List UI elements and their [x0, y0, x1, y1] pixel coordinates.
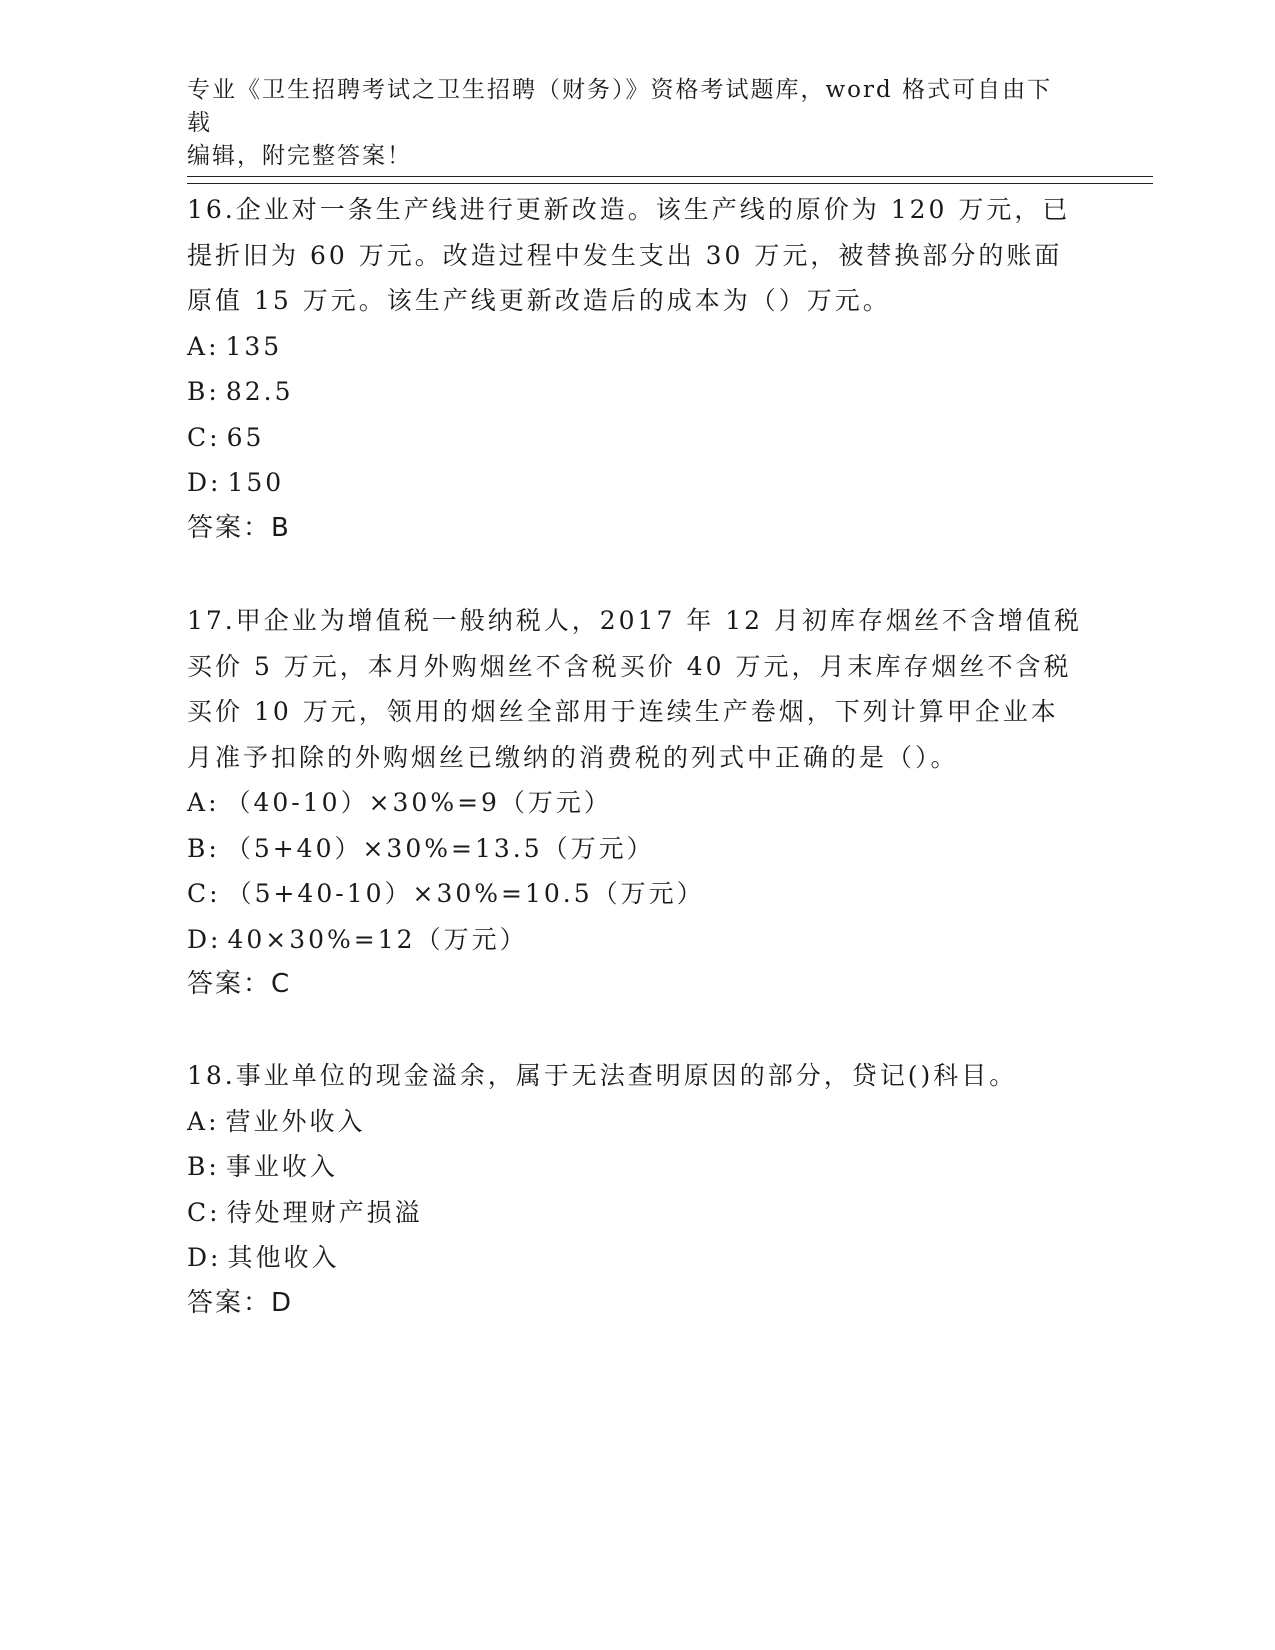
answer-value: D: [271, 1287, 294, 1318]
option-text: 65: [226, 422, 265, 452]
option-key: B: [187, 833, 209, 863]
option-key: A: [187, 1106, 209, 1136]
option-text: 150: [227, 468, 285, 497]
option-separator: :: [208, 833, 220, 863]
question-stem-line: 月准予扣除的外购烟丝已缴纳的消费税的列式中正确的是（）。: [187, 742, 959, 772]
option-d: [187, 1235, 1087, 1281]
option-separator: :: [208, 331, 220, 361]
answer-value: B: [271, 512, 291, 543]
question-stem-line: 买价 5 万元，本月外购烟丝不含税买价 40 万元，月末库存烟丝不含税: [187, 651, 1072, 681]
option-key: D: [187, 924, 211, 954]
question-18: [187, 1053, 1087, 1326]
option-separator: :: [210, 1243, 222, 1272]
option-text: （5+40-10）×30%=10.5（万元）: [226, 879, 705, 908]
question-stem-line: 原值 15 万元。该生产线更新改造后的成本为（）万元。: [187, 286, 891, 315]
option-separator: :: [209, 422, 221, 452]
option-text: 40×30%=12（万元）: [227, 924, 528, 954]
option-text: （40-10）×30%=9（万元）: [225, 788, 612, 817]
question-17: [187, 598, 1087, 1008]
answer-line: [187, 506, 1087, 552]
option-separator: :: [209, 1197, 221, 1227]
header-divider-top: [187, 176, 1153, 177]
option-separator: :: [208, 377, 220, 406]
question-stem: [187, 187, 1087, 324]
option-a: [187, 1099, 1087, 1145]
option-separator: :: [210, 924, 222, 954]
answer-line: [187, 962, 1087, 1008]
option-text: 82.5: [225, 377, 294, 406]
option-d: [187, 460, 1087, 506]
option-a: [187, 780, 1087, 826]
answer-label: 答案：: [187, 1287, 272, 1318]
option-separator: :: [210, 468, 222, 497]
option-key: A: [187, 788, 209, 817]
question-16: [187, 187, 1087, 551]
option-b: [187, 1144, 1087, 1190]
option-key: B: [187, 377, 209, 406]
header-divider-bottom: [187, 183, 1153, 184]
option-separator: :: [208, 788, 220, 817]
option-separator: :: [208, 1106, 220, 1136]
option-c: [187, 1190, 1087, 1236]
option-text: 营业外收入: [225, 1106, 366, 1136]
question-stem-line: 提折旧为 60 万元。改造过程中发生支出 30 万元，被替换部分的账面: [187, 240, 1063, 270]
answer-value: C: [271, 969, 292, 999]
option-text: 待处理财产损溢: [226, 1197, 423, 1227]
question-stem: [187, 598, 1087, 780]
option-key: C: [187, 879, 210, 908]
option-d: [187, 917, 1087, 963]
option-key: C: [187, 422, 210, 452]
option-b: [187, 826, 1087, 872]
answer-line: [187, 1281, 1087, 1327]
option-separator: :: [209, 879, 221, 908]
option-c: [187, 871, 1087, 917]
answer-label: 答案：: [187, 969, 272, 999]
option-key: A: [187, 331, 209, 361]
option-c: [187, 415, 1087, 461]
option-key: B: [187, 1152, 209, 1181]
header-note-line-1: 专业《卫生招聘考试之卫生招聘（财务）》资格考试题库，word 格式可自由下载: [187, 77, 1053, 136]
question-stem-line: 买价 10 万元，领用的烟丝全部用于连续生产卷烟，下列计算甲企业本: [187, 697, 1059, 726]
header-note: [187, 74, 1067, 173]
question-stem: [187, 1053, 1087, 1099]
question-stem-line: 18.事业单位的现金溢余，属于无法查明原因的部分，贷记()科目。: [187, 1061, 1018, 1090]
option-key: C: [187, 1197, 210, 1227]
option-a: [187, 324, 1087, 370]
option-key: D: [187, 1243, 211, 1272]
option-text: （5+40）×30%=13.5（万元）: [225, 833, 655, 863]
option-key: D: [187, 468, 211, 497]
option-text: 事业收入: [225, 1152, 338, 1181]
answer-label: 答案：: [187, 512, 272, 543]
question-stem-line: 16.企业对一条生产线进行更新改造。该生产线的原价为 120 万元，已: [187, 195, 1071, 224]
option-b: [187, 369, 1087, 415]
option-text: 其他收入: [227, 1243, 340, 1272]
header-note-line-2: 编辑，附完整答案！: [187, 143, 412, 169]
question-stem-line: 17.甲企业为增值税一般纳税人，2017 年 12 月初库存烟丝不含增值税: [187, 606, 1083, 635]
option-text: 135: [225, 331, 283, 361]
option-separator: :: [208, 1152, 220, 1181]
